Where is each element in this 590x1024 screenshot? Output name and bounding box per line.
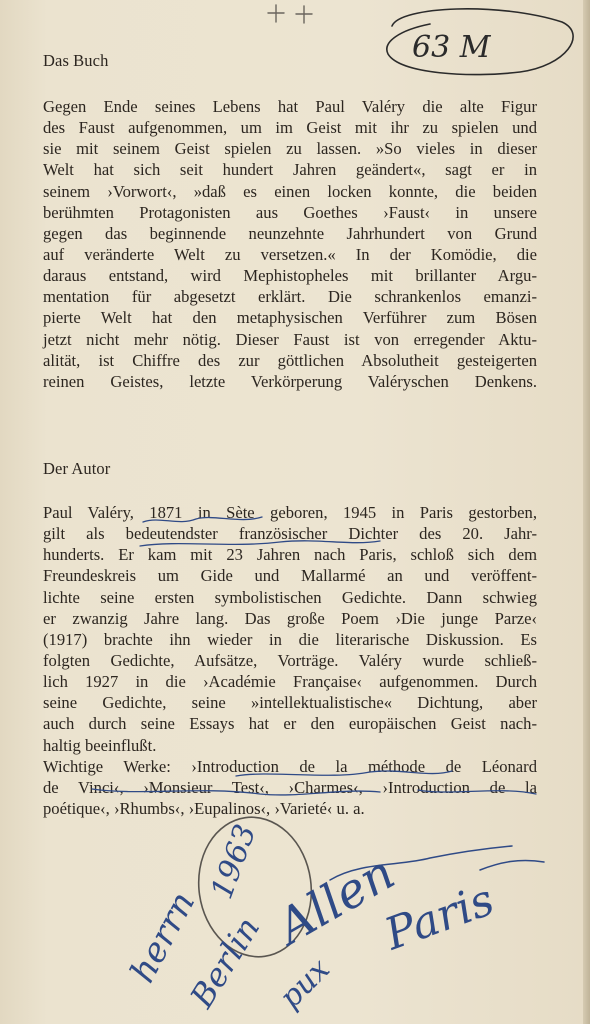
text-line: hunderts. Er kam mit 23 Jahren nach Paris, schloß sich dem xyxy=(43,545,537,565)
handwriting-mid: pux xyxy=(272,951,337,1016)
text-line: Freundeskreis um Gide und Mallarmé an und veröffent- xyxy=(43,566,537,586)
flourish-stroke xyxy=(330,846,512,880)
price-circle xyxy=(387,9,573,75)
text-line: mentation für abgesetzt erklärt. Die schrankenlos emanzi- xyxy=(43,287,537,307)
section-heading-author: Der Autor xyxy=(43,459,111,478)
author-description xyxy=(43,502,537,819)
price-note xyxy=(387,9,573,75)
pencil-circle xyxy=(190,810,320,964)
pencil-plus-mark xyxy=(296,6,312,23)
text-line: Paul Valéry, 1871 in Sète geboren, 1945 in Paris gestorben, xyxy=(43,503,537,522)
text-line: gilt als bedeutendster französischer Dichter des 20. Jahr- xyxy=(43,524,537,544)
text-line: haltig beeinflußt. xyxy=(43,735,157,755)
text-line: auch durch seine Essays hat er den europäischen Geist nach- xyxy=(43,714,537,734)
text-line: des Faust aufgenommen, um im Geist mit ihr zu spielen und xyxy=(43,118,537,138)
text-line: folgten Gedichte, Aufsätze, Vorträge. Valéry wurde schließ- xyxy=(43,650,537,670)
book-description xyxy=(43,96,537,392)
text-line: (1917) brachte ihn wieder in die literarische Diskussion. Es xyxy=(43,629,537,649)
text-line: lich 1927 in die ›Académie Française‹ aufgenommen. Durch xyxy=(43,672,537,692)
year-handwriting: 1963 xyxy=(204,819,264,904)
signature-handwriting xyxy=(123,845,501,1016)
text-line: seinem ›Vorwort‹, »daß es einen locken konnte, die beiden xyxy=(43,181,537,201)
page-edge xyxy=(583,0,590,1024)
text-line: sie mit seinem Geist spielen zu lassen. »So vieles in dieser xyxy=(43,139,537,159)
text-line: Welt hat sich seit hundert Jahren geändert«, sagt er in xyxy=(43,160,537,180)
signature-flourish xyxy=(330,846,544,880)
handwriting-right: Paris xyxy=(378,874,501,961)
text-line: seine Gedichte, seine »intellektualistische« Dichtung, aber xyxy=(43,693,537,713)
text-line: jetzt nicht mehr nötig. Dieser Faust ist von erregender Aktu- xyxy=(43,329,537,349)
text-line: Gegen Ende seines Lebens hat Paul Valéry die alte Figur xyxy=(43,97,537,116)
pencil-cross-marks xyxy=(268,5,312,23)
text-line: poétique‹, ›Rhumbs‹, ›Eupalinos‹, ›Varieté‹ u. a. xyxy=(43,798,365,818)
text-line: auf veränderte Welt zu versetzen.« In der Komödie, die xyxy=(43,244,537,264)
text-line: berühmten Protagonisten aus Goethes ›Faust‹ in unsere xyxy=(43,202,537,222)
flourish-stroke xyxy=(480,860,544,870)
text-line: reinen Geistes, letzte Verkörperung Valéryschen Denkens. xyxy=(43,371,537,391)
text-line: pierte Welt hat den metaphysischen Verführer zum Bösen xyxy=(43,308,537,328)
text-line: alität, ist Chiffre des zur göttlichen Absolutheit gesteigerten xyxy=(43,350,537,370)
text-line: daraus entstand, wird Mephistopheles mit brillanter Argu- xyxy=(43,266,537,286)
text-line: lichte seine ersten symbolistischen Gedichte. Dann schwieg xyxy=(43,587,537,607)
section-heading-book: Das Buch xyxy=(43,51,109,70)
text-line: gegen das beginnende neunzehnte Jahrhundert von Grund xyxy=(43,223,537,243)
handwriting-left-2: Berlin xyxy=(182,910,268,1015)
handwriting-left: herrn xyxy=(122,885,204,990)
text-line: de Vinci‹, ›Monsieur Test‹, ›Charmes‹, ›Introduction de la xyxy=(43,777,537,797)
price-note-text: 63 M xyxy=(412,30,491,65)
text-line: er zwanzig Jahre lang. Das große Poem ›Die junge Parze‹ xyxy=(43,608,537,628)
handwriting-signature: Allen xyxy=(268,844,404,956)
year-circle xyxy=(190,810,320,964)
text-line: Wichtige Werke: ›Introduction de la méthode de Léonard xyxy=(43,756,537,776)
pencil-plus-mark xyxy=(268,5,284,22)
